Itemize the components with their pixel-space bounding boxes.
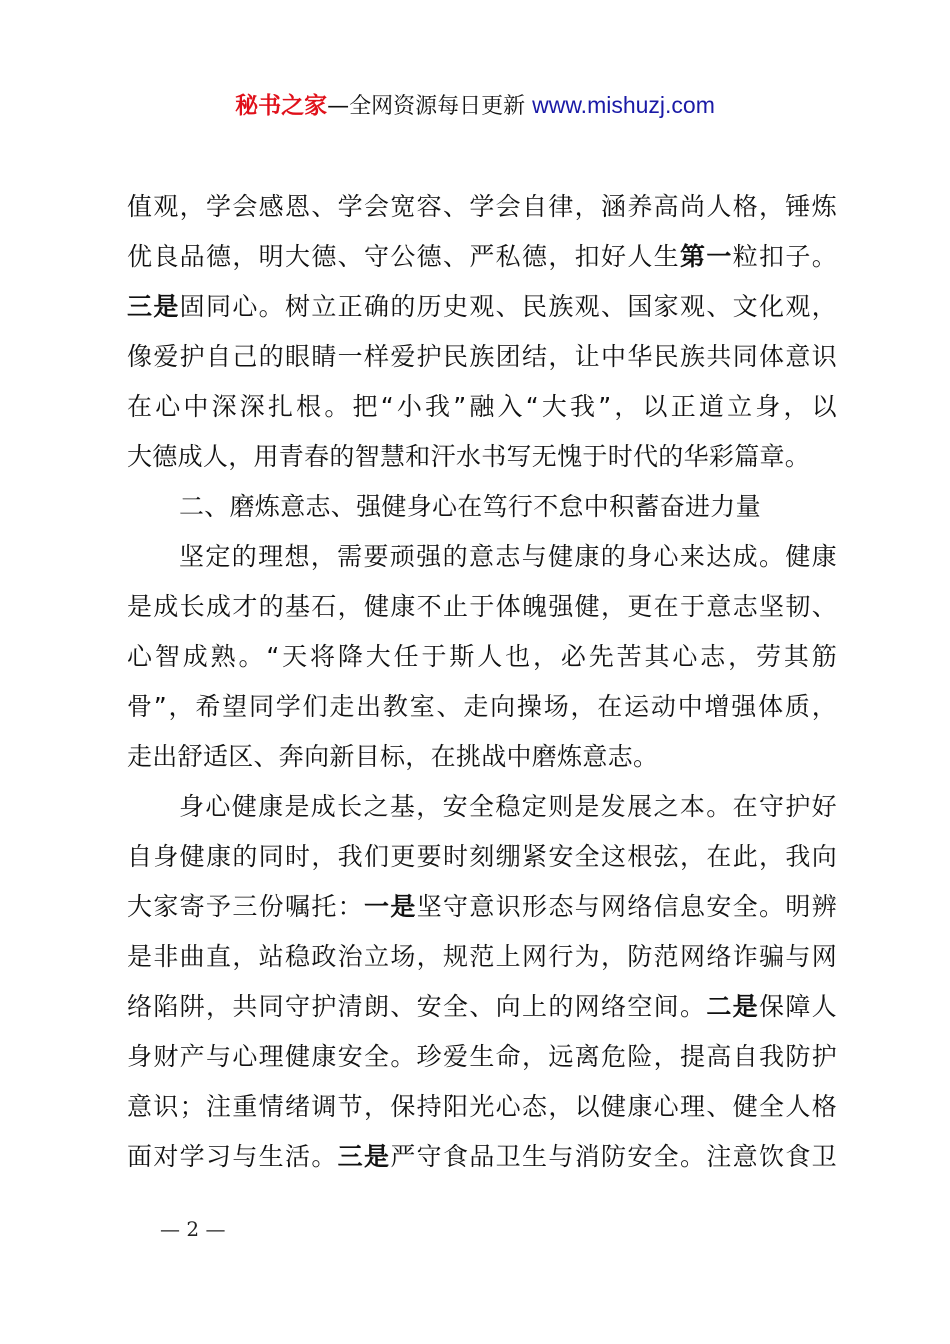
text-segment: 粒扣子。 [732,242,837,271]
text-line [127,382,837,432]
text-segment: 坚守意识形态与网络信息安全。明辨 [416,892,837,921]
text-line [127,932,837,982]
text-line [127,482,837,532]
bold-marker: 一是 [364,892,417,921]
text-segment: 走出舒适区、奔向新目标，在挑战中磨炼意志。 [127,742,659,771]
text-segment: 身心健康是成长之基，安全稳定则是发展之本。在守护好 [179,792,837,821]
text-segment: 意识；注重情绪调节，保持阳光心态，以健康心理、健全人格 [127,1092,837,1121]
text-line [127,982,837,1032]
text-line [127,332,837,382]
page-number: — 2 — [160,1217,226,1241]
text-line [127,1082,837,1132]
text-segment: 络陷阱，共同守护清朗、安全、向上的网络空间。 [127,992,707,1021]
text-line [127,232,837,282]
text-segment: 自身健康的同时，我们更要时刻绷紧安全这根弦，在此，我向 [127,842,837,871]
text-line [127,182,837,232]
text-segment: 面对学习与生活。 [127,1142,338,1171]
text-segment: 固同心。树立正确的历史观、民族观、国家观、文化观， [179,292,837,321]
text-segment: 坚定的理想，需要顽强的意志与健康的身心来达成。健康 [179,542,837,571]
text-segment: 是非曲直，站稳政治立场，规范上网行为，防范网络诈骗与网 [127,942,837,971]
text-line [127,1032,837,1082]
document-body [127,182,837,1182]
text-line [127,582,837,632]
text-segment: 心智成熟。“天将降大任于斯人也，必先苦其心志，劳其筋 [127,642,837,671]
bold-marker: 三是 [127,292,180,321]
text-line [127,882,837,932]
bold-marker: 三是 [337,1142,391,1171]
text-line [127,782,837,832]
text-segment: 值观，学会感恩、学会宽容、学会自律，涵养高尚人格，锤炼 [127,192,837,221]
text-segment: 二、磨炼意志、强健身心在笃行不怠中积蓄奋进力量 [179,492,761,521]
bold-marker: 第一 [680,242,733,271]
text-line [127,1132,837,1182]
text-segment: 大德成人，用青春的智慧和汗水书写无愧于时代的华彩篇章。 [127,442,811,471]
text-line [127,832,837,882]
text-line [127,282,837,332]
text-segment: 严守食品卫生与消防安全。注意饮食卫 [390,1142,837,1171]
text-line [127,432,837,482]
text-line [127,632,837,682]
brand-name: 秘书之家 [235,93,328,119]
text-segment: 在心中深深扎根。把“小我”融入“大我”，以正道立身，以 [127,392,837,421]
text-segment: 保障人 [759,992,837,1021]
header-tagline: —全网资源每日更新 [327,94,526,119]
site-url: www.mishuzj.com [532,92,715,118]
text-segment: 大家寄予三份嘱托： [127,892,365,921]
bold-marker: 二是 [706,992,760,1021]
text-line [127,532,837,582]
text-segment: 是成长成才的基石，健康不止于体魄强健，更在于意志坚韧、 [127,592,837,621]
site-header [0,88,950,124]
text-line [127,732,837,782]
text-segment: 优良品德，明大德、守公德、严私德，扣好人生 [127,242,681,271]
text-segment: 像爱护自己的眼睛一样爱护民族团结，让中华民族共同体意识 [127,342,837,371]
text-segment: 身财产与心理健康安全。珍爱生命，远离危险，提高自我防护 [127,1042,837,1071]
text-segment: 骨”，希望同学们走出教室、走向操场，在运动中增强体质， [127,692,837,721]
text-line [127,682,837,732]
